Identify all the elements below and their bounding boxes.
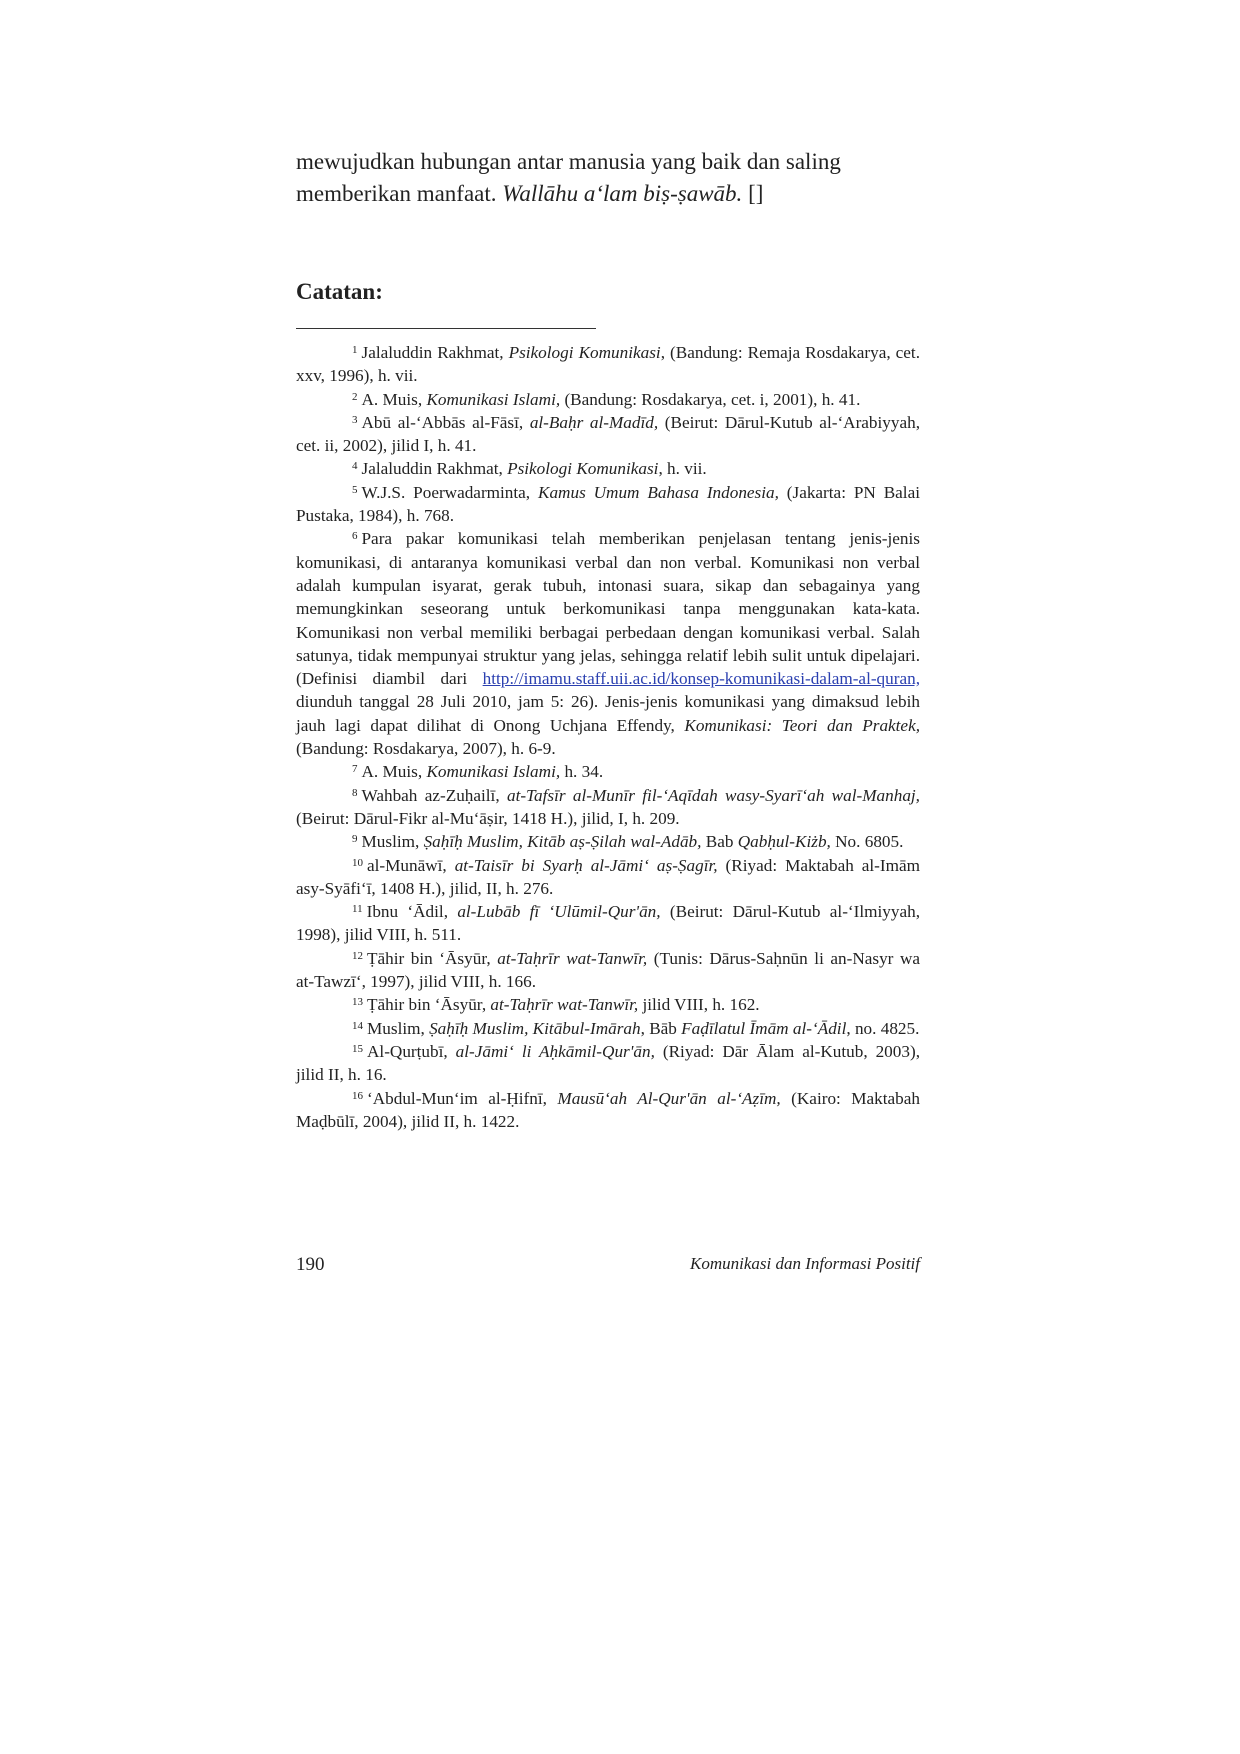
footnote-13: $^{13}$ Ṭāhir bin ‘Āsyūr, at-Taḥrīr wat-Tanwīr, jilid VIII, h. 162. — [352, 995, 760, 1015]
footnote-1: $^1$ Jalaluddin Rakhmat, Psikologi Komunikasi, (Bandung: Remaja Rosdakarya, cet. xxv, 1996), h. vii. — [296, 343, 920, 386]
footnote-12: $^{12}$ Ṭāhir bin ‘Āsyūr, at-Taḥrīr wat-Tanwīr, (Tunis: Dārus-Saḥnūn li an-Nasyr wa at-Tawzī‘, 1997), jilid VIII, h. 166. — [296, 948, 920, 992]
page-footer — [296, 1254, 920, 1278]
footnote-5: $^5$ W.J.S. Poerwadarminta, Kamus Umum Bahasa Indonesia, (Jakarta: PN Balai Pustaka, 1984), h. 768. — [296, 482, 920, 526]
footnote-10: $^{10}$ al-Munāwī, at-Taisīr bi Syarḥ al-Jāmi‘ aṣ-Ṣagīr, (Riyad: Maktabah al-Imām asy-Syāfi‘ī, 1408 H.), jilid, II, h. 276. — [296, 855, 921, 898]
body-paragraph — [296, 146, 920, 210]
footnote-15: $^{15}$ Al-Qurṭubī, al-Jāmi‘ li Aḥkāmil-Qur'ān, (Riyad: Dār Ālam al-Kutub, 2003), jilid II, h. 16. — [296, 1041, 920, 1085]
footnote-9: $^9$ Muslim, Ṣaḥīḥ Muslim, Kitāb aṣ-Ṣilah wal-Adāb, Bab Qabḥul-Kiżb, No. 6805. — [352, 832, 904, 852]
footnote-11: $^{11}$ Ibnu ‘Ādil, al-Lubāb fī ‘Ulūmil-Qur'ān, (Beirut: Dārul-Kutub al-‘Ilmiyyah, 1998), jilid VIII, h. 511. — [296, 902, 920, 945]
footnote-14: $^{14}$ Muslim, Ṣaḥīḥ Muslim, Kitābul-Imārah, Bāb Faḍīlatul Īmām al-‘Ādil, no. 4825. — [352, 1018, 920, 1038]
notes-heading: Catatan: — [296, 279, 383, 304]
page-number: 190 — [296, 1254, 325, 1275]
page-content — [296, 146, 920, 1133]
footnote-divider — [296, 328, 596, 329]
footnote-4: $^4$ Jalaluddin Rakhmat, Psikologi Komunikasi, h. vii. — [352, 459, 707, 479]
footnote-16: $^{16}$ ‘Abdul-Mun‘im al-Ḥifnī, Mausū‘ah Al-Qur'ān al-‘Aẓīm, (Kairo: Maktabah Maḍbūlī, 2004), jilid II, h. 1422. — [296, 1088, 920, 1131]
footnote-6: $^6$ Para pakar komunikasi telah memberikan penjelasan tentang jenis-jenis komunikasi, di antaranya komunikasi verbal dan non verbal. Komunikasi non verbal adalah kumpulan isyarat, gerak tubuh, intonasi suara, sikap dan sebagainya yang memungkinkan seseorang untuk berkomunikasi tanpa menggunakan kata-kata. Komunikasi non verbal memiliki berbagai perbedaan dengan komunikasi verbal. Salah satunya, tidak mempunyai struktur yang jelas, sehingga relatif lebih sulit untuk dipelajari. (Definisi diambil dari http://imamu.staff.uii.ac.id/konsep-komunikasi-dalam-al-quran, diunduh tanggal 28 Juli 2010, jam 5: 26). Jenis-jenis komunikasi yang dimaksud lebih jauh lagi dapat dilihat di Onong Uchjana Effendy, Komunikasi: Teori dan Praktek, (Bandung: Rosdakarya, 2007), h. 6-9. — [296, 529, 920, 759]
footnote-6-link[interactable]: http://imamu.staff.uii.ac.id/konsep-komunikasi-dalam-al-quran, — [482, 669, 920, 689]
body-line-2-end: [] — [742, 181, 764, 206]
body-line-2-italic: Wallāhu a‘lam biṣ-ṣawāb. — [502, 181, 743, 206]
footnote-2: $^2$ A. Muis, Komunikasi Islami, (Bandung: Rosdakarya, cet. i, 2001), h. 41. — [352, 389, 861, 409]
footnote-7: $^7$ A. Muis, Komunikasi Islami, h. 34. — [352, 762, 604, 782]
running-title: Komunikasi dan Informasi Positif — [690, 1254, 920, 1273]
footnote-8: $^8$ Wahbah az-Zuḥailī, at-Tafsīr al-Munīr fil-‘Aqīdah wasy-Syarī‘ah wal-Manhaj, (Beirut: Dārul-Fikr al-Mu‘āṣir, 1418 H.), jilid, I, h. 209. — [296, 785, 920, 828]
footnote-3: $^3$ Abū al-‘Abbās al-Fāsī, al-Baḥr al-Madīd, (Beirut: Dārul-Kutub al-‘Arabiyyah, cet. ii, 2002), jilid I, h. 41. — [296, 412, 921, 456]
body-line-2-start: memberikan manfaat. — [296, 181, 503, 206]
body-line-1: mewujudkan hubungan antar manusia yang baik dan saling — [296, 149, 841, 174]
